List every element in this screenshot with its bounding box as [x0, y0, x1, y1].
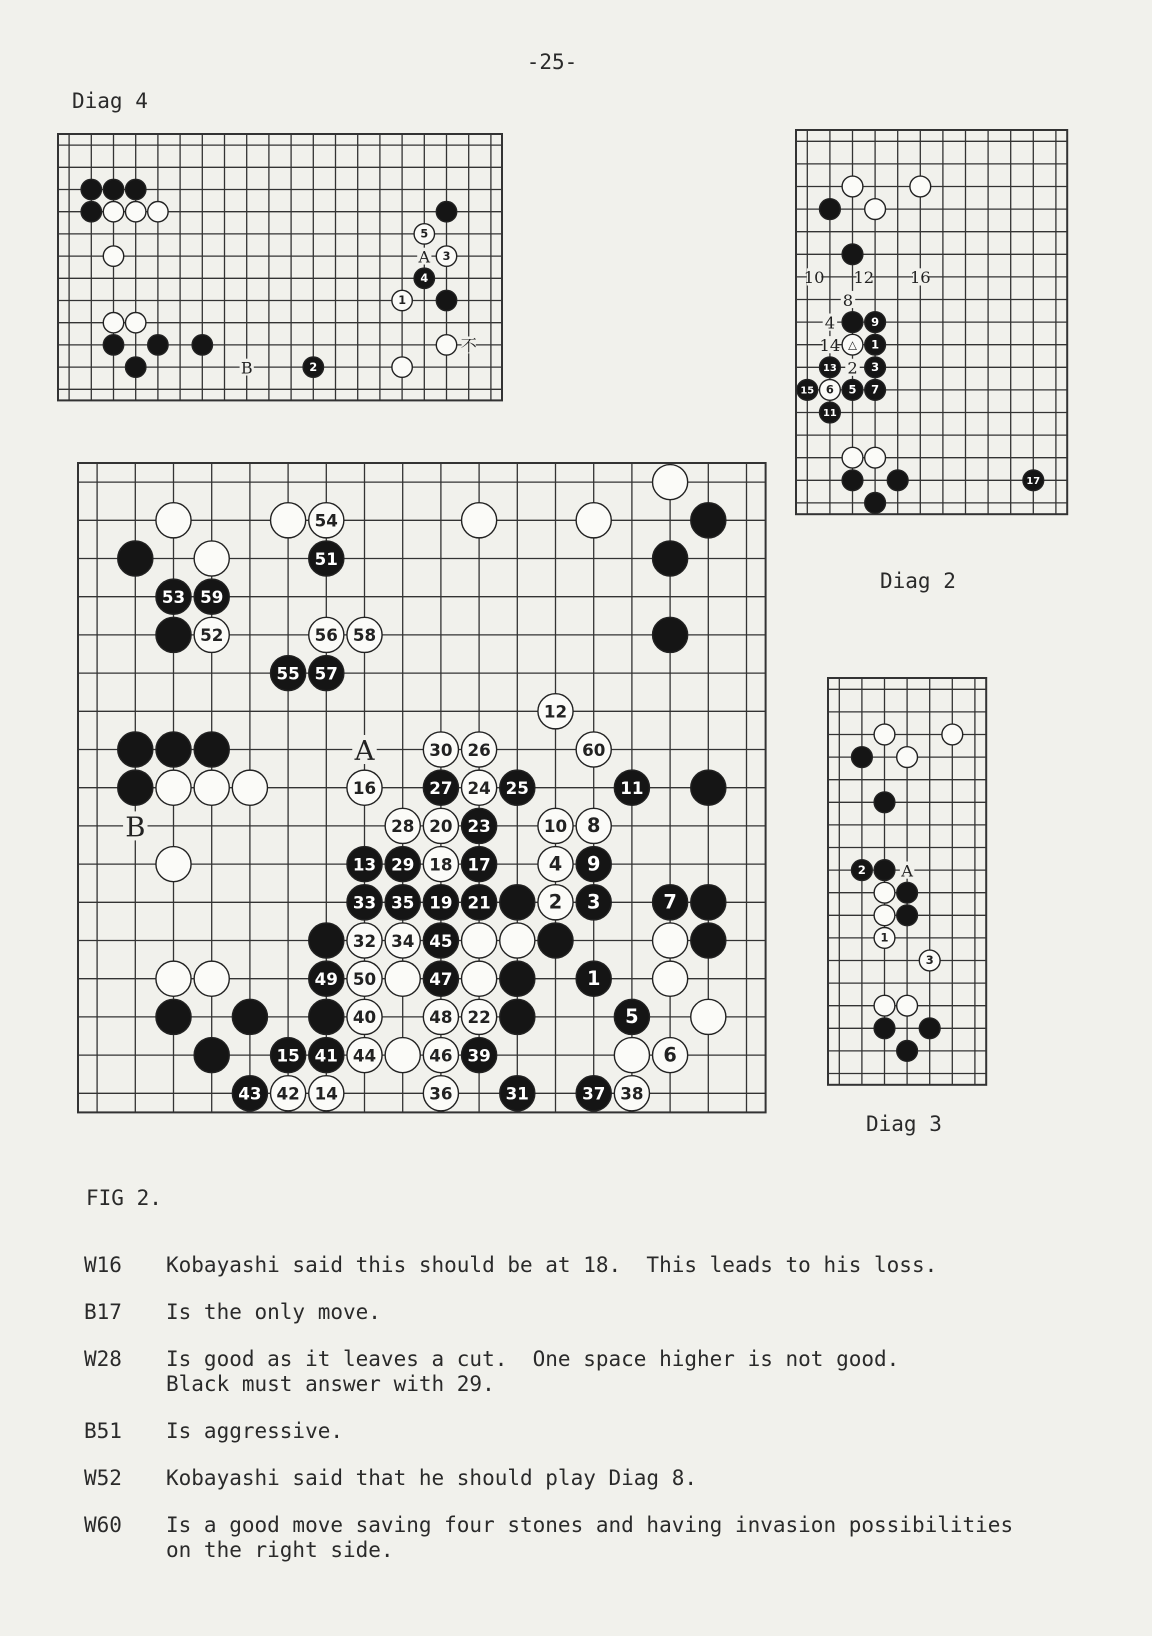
- white-stone: [653, 1038, 688, 1073]
- note-text: Kobayashi said that he should play Diag 8.: [166, 1466, 698, 1490]
- black-stone: [103, 179, 123, 199]
- white-stone: [865, 199, 886, 220]
- go-board-diag3: [828, 678, 988, 1090]
- note-move: B51: [84, 1419, 122, 1443]
- white-stone: [842, 176, 863, 197]
- move-number: 13: [352, 855, 377, 875]
- move-number: 58: [352, 626, 377, 646]
- white-stone: [614, 1038, 649, 1073]
- black-stone: [897, 882, 918, 903]
- white-stone: [194, 961, 229, 996]
- move-number: 27: [429, 779, 453, 799]
- board-mark: 16: [909, 268, 931, 288]
- white-stone: [423, 1038, 458, 1073]
- white-stone: [897, 995, 918, 1016]
- note-text: Is aggressive.: [166, 1419, 344, 1443]
- move-number: 57: [314, 664, 338, 684]
- black-stone: [309, 923, 344, 958]
- white-stone: [194, 770, 229, 805]
- black-stone: [500, 885, 535, 920]
- move-number: 45: [429, 931, 453, 951]
- move-number: 20: [429, 817, 453, 837]
- note-move: W60: [84, 1513, 122, 1537]
- white-stone: [347, 961, 382, 996]
- fig2-caption: FIG 2.: [86, 1186, 162, 1210]
- white-stone: [309, 1076, 344, 1111]
- white-stone: [156, 503, 191, 538]
- diag2-caption: Diag 2: [880, 569, 956, 593]
- white-stone: [125, 201, 145, 221]
- black-stone: [897, 1041, 918, 1062]
- note-row: [84, 1253, 1124, 1278]
- black-stone: [1023, 470, 1044, 491]
- white-stone: [385, 1038, 420, 1073]
- black-stone: [194, 732, 229, 767]
- white-stone: [423, 808, 458, 843]
- white-stone: [125, 312, 145, 332]
- move-number: 5: [848, 382, 857, 397]
- move-number: 29: [391, 855, 415, 875]
- move-number: 12: [543, 702, 568, 722]
- move-number: 52: [200, 626, 224, 646]
- white-stone: [462, 923, 497, 958]
- white-stone: [156, 770, 191, 805]
- black-stone: [874, 860, 895, 881]
- note-row: [84, 1347, 1124, 1397]
- black-stone: [462, 1038, 497, 1073]
- black-stone: [691, 503, 726, 538]
- note-row: [84, 1419, 1124, 1444]
- move-number: 31: [505, 1084, 529, 1104]
- white-stone: [842, 334, 863, 355]
- white-stone: [897, 747, 918, 768]
- move-number: 9: [586, 852, 601, 876]
- white-stone: [194, 617, 229, 652]
- go-board-diag2: [796, 130, 1064, 550]
- black-stone: [156, 617, 191, 652]
- move-number: 33: [352, 893, 377, 913]
- page-number: -25-: [526, 50, 578, 74]
- white-stone: [538, 694, 573, 729]
- black-stone: [125, 357, 145, 377]
- move-number: 38: [620, 1084, 644, 1104]
- move-number: 1: [880, 930, 889, 945]
- black-stone: [576, 847, 611, 882]
- move-number: 7: [663, 890, 677, 914]
- move-number: 6: [825, 382, 834, 397]
- white-stone: [385, 808, 420, 843]
- white-stone: [462, 770, 497, 805]
- move-number: 1: [586, 967, 601, 991]
- move-number: 1: [398, 294, 407, 308]
- white-stone: [347, 999, 382, 1034]
- commentary-notes: [84, 1253, 1124, 1585]
- go-board-fig2: [78, 463, 778, 1169]
- black-stone: [691, 885, 726, 920]
- white-stone: [874, 724, 895, 745]
- black-stone: [820, 199, 841, 220]
- diag4-caption: Diag 4: [72, 89, 148, 113]
- white-stone: [347, 770, 382, 805]
- black-stone: [691, 770, 726, 805]
- white-stone: [271, 1076, 306, 1111]
- move-number: 42: [276, 1084, 300, 1104]
- board-mark: 14: [819, 336, 841, 356]
- note-row: [84, 1300, 1124, 1325]
- move-number: 36: [429, 1084, 453, 1104]
- white-stone: [653, 923, 688, 958]
- black-stone: [897, 905, 918, 926]
- black-stone: [118, 541, 153, 576]
- black-stone: [81, 201, 101, 221]
- note-row: [84, 1513, 1124, 1563]
- black-stone: [500, 999, 535, 1034]
- black-stone: [309, 1038, 344, 1073]
- move-number: 1: [871, 337, 880, 352]
- white-stone: [385, 961, 420, 996]
- move-number: 8: [586, 814, 601, 838]
- black-stone: [271, 656, 306, 691]
- move-number: △: [848, 337, 857, 352]
- move-number: 11: [620, 779, 644, 799]
- white-stone: [865, 447, 886, 468]
- black-stone: [148, 335, 168, 355]
- move-number: 32: [352, 931, 377, 951]
- note-move: B17: [84, 1300, 122, 1324]
- note-move: W16: [84, 1253, 122, 1277]
- white-stone: [653, 961, 688, 996]
- white-stone: [156, 847, 191, 882]
- white-stone: [347, 617, 382, 652]
- move-number: 6: [663, 1043, 677, 1067]
- move-number: 17: [1026, 476, 1041, 488]
- white-stone: [385, 923, 420, 958]
- white-stone: [614, 1076, 649, 1111]
- black-stone: [347, 847, 382, 882]
- move-number: 2: [548, 890, 563, 914]
- black-stone: [865, 380, 886, 401]
- white-stone: [462, 999, 497, 1034]
- move-number: 30: [429, 740, 453, 760]
- board-mark: A: [418, 247, 431, 267]
- black-stone: [156, 999, 191, 1034]
- black-stone: [156, 732, 191, 767]
- black-stone: [653, 617, 688, 652]
- note-text: Is the only move.: [166, 1300, 381, 1324]
- black-stone: [874, 792, 895, 813]
- move-number: 48: [429, 1008, 453, 1028]
- move-number: 17: [467, 855, 491, 875]
- white-stone: [423, 732, 458, 767]
- board-mark: 8: [842, 290, 854, 310]
- board-mark: B: [125, 811, 146, 844]
- move-number: 54: [314, 511, 338, 531]
- note-text: Kobayashi said this should be at 18. This leads to his loss.: [166, 1253, 938, 1277]
- black-stone: [462, 808, 497, 843]
- move-number: 46: [429, 1046, 453, 1066]
- board-mark: 2: [847, 358, 858, 378]
- black-stone: [462, 847, 497, 882]
- black-stone: [614, 999, 649, 1034]
- black-stone: [887, 470, 908, 491]
- white-stone: [653, 465, 688, 500]
- black-stone: [874, 1018, 895, 1039]
- black-stone: [500, 1076, 535, 1111]
- white-stone: [347, 923, 382, 958]
- black-stone: [194, 1038, 229, 1073]
- move-number: 35: [391, 893, 415, 913]
- black-stone: [820, 357, 841, 378]
- black-stone: [842, 244, 863, 265]
- black-stone: [865, 493, 886, 514]
- move-number: 26: [467, 740, 491, 760]
- black-stone: [347, 885, 382, 920]
- move-number: 22: [467, 1008, 491, 1028]
- black-stone: [194, 579, 229, 614]
- move-number: 5: [420, 227, 429, 241]
- board-mark: A: [901, 861, 913, 881]
- move-number: 47: [429, 970, 453, 990]
- board-mark: 不: [460, 336, 477, 356]
- move-number: 59: [200, 588, 224, 608]
- move-number: 16: [352, 779, 377, 799]
- black-stone: [81, 179, 101, 199]
- black-stone: [423, 770, 458, 805]
- black-stone: [271, 1038, 306, 1073]
- white-stone: [576, 503, 611, 538]
- black-stone: [309, 961, 344, 996]
- board-grid: [828, 678, 986, 1085]
- black-stone: [103, 335, 123, 355]
- move-number: 25: [505, 779, 529, 799]
- black-stone: [462, 885, 497, 920]
- white-stone: [538, 885, 573, 920]
- white-stone: [148, 201, 168, 221]
- move-number: 15: [800, 385, 815, 397]
- move-number: 55: [276, 664, 300, 684]
- black-stone: [653, 885, 688, 920]
- black-stone: [125, 179, 145, 199]
- white-stone: [874, 905, 895, 926]
- white-stone: [462, 961, 497, 996]
- move-number: 28: [391, 817, 415, 837]
- board-frame: [58, 134, 502, 400]
- black-stone: [653, 541, 688, 576]
- go-board-diag4: [58, 134, 477, 428]
- board-mark: B: [240, 358, 253, 378]
- black-stone: [576, 885, 611, 920]
- black-stone: [423, 885, 458, 920]
- white-stone: [423, 1076, 458, 1111]
- black-stone: [423, 923, 458, 958]
- note-row: [84, 1466, 1124, 1491]
- move-number: 13: [823, 363, 837, 375]
- black-stone: [500, 961, 535, 996]
- move-number: 11: [823, 408, 837, 420]
- move-number: 37: [582, 1084, 606, 1104]
- move-number: 7: [871, 382, 880, 397]
- white-stone: [500, 923, 535, 958]
- black-stone: [797, 380, 818, 401]
- black-stone: [385, 847, 420, 882]
- black-stone: [865, 357, 886, 378]
- move-number: 44: [352, 1046, 377, 1066]
- move-number: 41: [314, 1046, 338, 1066]
- move-number: 3: [442, 249, 451, 263]
- white-stone: [103, 201, 123, 221]
- board-mark: 12: [853, 268, 875, 288]
- white-stone: [820, 380, 841, 401]
- board-mark: 10: [803, 268, 825, 288]
- move-number: 43: [238, 1084, 262, 1104]
- white-stone: [156, 961, 191, 996]
- note-text: Is good as it leaves a cut. One space higher is not good. Black must answer with 29.: [166, 1347, 900, 1396]
- move-number: 2: [309, 360, 318, 374]
- board-mark: 4: [824, 313, 836, 333]
- black-stone: [576, 1076, 611, 1111]
- black-stone: [436, 290, 456, 310]
- move-number: 40: [352, 1008, 377, 1028]
- white-stone: [392, 357, 412, 377]
- white-stone: [576, 808, 611, 843]
- white-stone: [414, 224, 434, 244]
- white-stone: [942, 724, 963, 745]
- white-stone: [232, 770, 267, 805]
- black-stone: [118, 732, 153, 767]
- black-stone: [232, 999, 267, 1034]
- move-number: 9: [871, 314, 880, 329]
- black-stone: [842, 312, 863, 333]
- black-stone: [614, 770, 649, 805]
- move-number: 51: [314, 549, 338, 569]
- white-stone: [874, 928, 895, 949]
- black-stone: [423, 961, 458, 996]
- black-stone: [414, 268, 434, 288]
- move-number: 21: [467, 893, 491, 913]
- move-number: 53: [161, 588, 186, 608]
- move-number: 49: [314, 970, 338, 990]
- move-number: 2: [857, 862, 866, 877]
- move-number: 39: [467, 1046, 491, 1066]
- black-stone: [865, 334, 886, 355]
- black-stone: [538, 923, 573, 958]
- move-number: 3: [586, 890, 601, 914]
- black-stone: [576, 961, 611, 996]
- move-number: 56: [314, 626, 338, 646]
- black-stone: [118, 770, 153, 805]
- black-stone: [385, 885, 420, 920]
- black-stone: [500, 770, 535, 805]
- move-number: 23: [467, 817, 491, 837]
- move-number: 10: [543, 817, 568, 837]
- black-stone: [156, 579, 191, 614]
- move-number: 50: [352, 970, 377, 990]
- black-stone: [820, 402, 841, 423]
- white-stone: [538, 847, 573, 882]
- black-stone: [852, 860, 873, 881]
- white-stone: [874, 995, 895, 1016]
- black-stone: [691, 923, 726, 958]
- black-stone: [436, 201, 456, 221]
- white-stone: [309, 503, 344, 538]
- move-number: 60: [582, 740, 606, 760]
- black-stone: [842, 380, 863, 401]
- board-grid: [58, 134, 502, 400]
- white-stone: [538, 808, 573, 843]
- black-stone: [232, 1076, 267, 1111]
- white-stone: [436, 335, 456, 355]
- white-stone: [842, 447, 863, 468]
- move-number: 5: [625, 1005, 639, 1029]
- white-stone: [910, 176, 931, 197]
- white-stone: [462, 503, 497, 538]
- white-stone: [103, 246, 123, 266]
- white-stone: [919, 950, 940, 971]
- white-stone: [103, 312, 123, 332]
- white-stone: [423, 999, 458, 1034]
- move-number: 24: [467, 779, 491, 799]
- black-stone: [842, 470, 863, 491]
- move-number: 4: [548, 852, 563, 876]
- move-number: 19: [429, 893, 453, 913]
- move-number: 3: [925, 953, 934, 968]
- move-number: 34: [391, 931, 415, 951]
- black-stone: [192, 335, 212, 355]
- black-stone: [309, 541, 344, 576]
- move-number: 14: [314, 1084, 338, 1104]
- note-move: W52: [84, 1466, 122, 1490]
- move-number: 4: [420, 271, 429, 285]
- board-mark: A: [354, 735, 375, 768]
- move-number: 3: [871, 360, 880, 375]
- white-stone: [271, 503, 306, 538]
- black-stone: [852, 747, 873, 768]
- note-move: W28: [84, 1347, 122, 1371]
- white-stone: [462, 732, 497, 767]
- white-stone: [423, 847, 458, 882]
- white-stone: [194, 541, 229, 576]
- white-stone: [691, 999, 726, 1034]
- diag3-caption: Diag 3: [866, 1112, 942, 1136]
- white-stone: [347, 1038, 382, 1073]
- note-text: Is a good move saving four stones and having invasion possibilities on the right side.: [166, 1513, 1014, 1562]
- move-number: 18: [429, 855, 453, 875]
- white-stone: [874, 882, 895, 903]
- black-stone: [309, 999, 344, 1034]
- black-stone: [309, 656, 344, 691]
- white-stone: [309, 617, 344, 652]
- move-number: 15: [276, 1046, 300, 1066]
- white-stone: [392, 290, 412, 310]
- black-stone: [303, 357, 323, 377]
- white-stone: [436, 246, 456, 266]
- white-stone: [576, 732, 611, 767]
- black-stone: [865, 312, 886, 333]
- black-stone: [919, 1018, 940, 1039]
